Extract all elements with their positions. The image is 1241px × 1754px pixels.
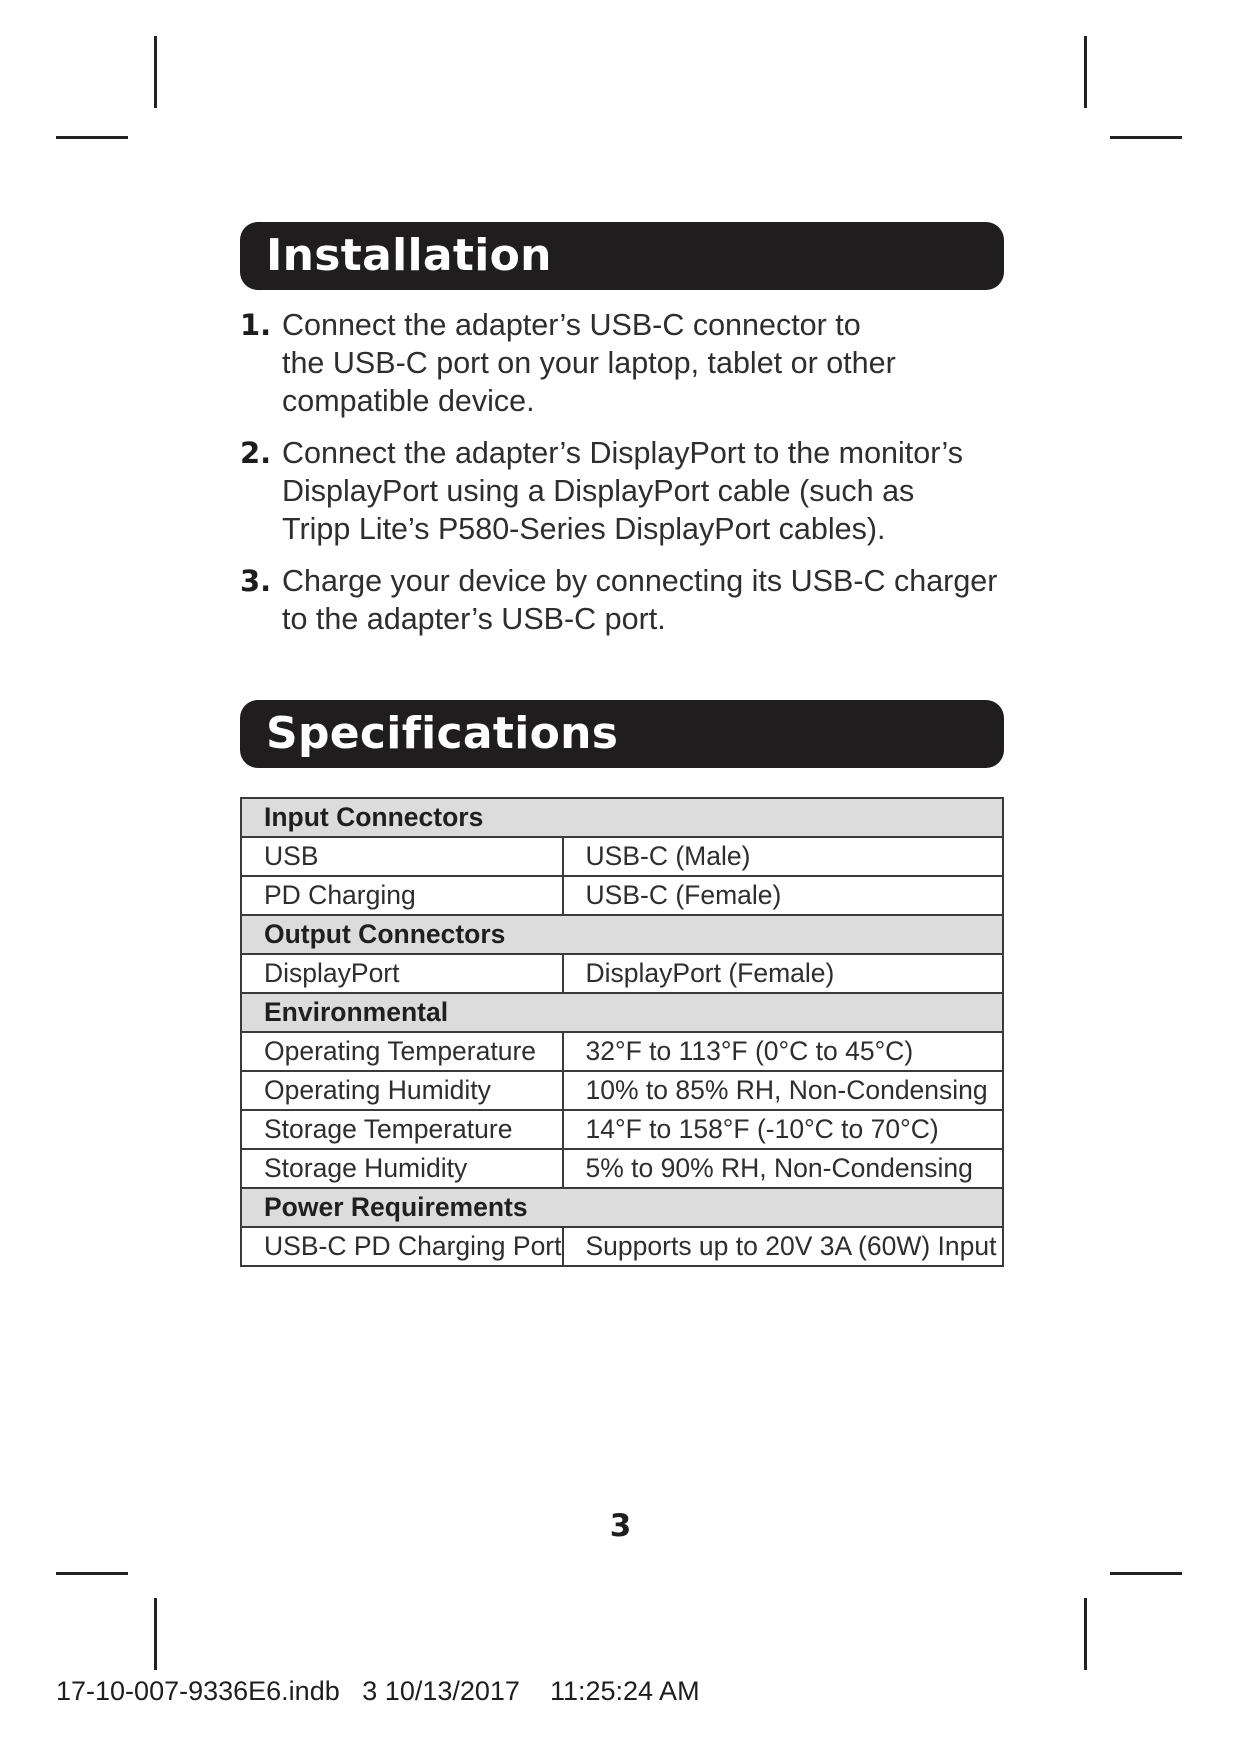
specifications-heading: Specifications <box>240 700 1004 768</box>
crop-mark-top-right-vertical <box>1084 36 1087 108</box>
crop-mark-top-left-vertical <box>154 36 157 108</box>
spec-label: Operating Temperature <box>241 1032 563 1071</box>
spec-value: DisplayPort (Female) <box>563 954 1004 993</box>
spec-label: DisplayPort <box>241 954 563 993</box>
spec-row <box>241 1227 1003 1266</box>
footer-file: 17-10-007-9336E6.indb <box>56 1676 340 1706</box>
spec-row <box>241 837 1003 876</box>
spec-value: 5% to 90% RH, Non-Condensing <box>563 1149 1004 1188</box>
crop-mark-top-right-horizontal <box>1110 136 1182 139</box>
installation-step-3 <box>240 562 1010 638</box>
spec-value: 32°F to 113°F (0°C to 45°C) <box>563 1032 1004 1071</box>
spec-label: USB-C PD Charging Port <box>241 1227 563 1266</box>
installation-step-2 <box>240 434 1010 548</box>
spec-label: Operating Humidity <box>241 1071 563 1110</box>
step-number: 3. <box>240 564 272 598</box>
step-text-line: Tripp Lite’s P580-Series DisplayPort cables). <box>282 512 886 546</box>
step-text-line: Connect the adapter’s USB-C connector to <box>282 308 861 342</box>
spec-group-heading: Power Requirements <box>241 1188 1003 1227</box>
crop-mark-bottom-left-horizontal <box>56 1572 128 1575</box>
step-text-line: the USB-C port on your laptop, tablet or other <box>282 346 896 380</box>
spec-group-row <box>241 1188 1003 1227</box>
footer-page: 3 <box>362 1676 378 1706</box>
crop-mark-bottom-right-vertical <box>1084 1598 1087 1670</box>
step-number: 1. <box>240 308 272 342</box>
spec-row <box>241 954 1003 993</box>
step-text-line: Connect the adapter’s DisplayPort to the monitor’s <box>282 436 963 470</box>
specifications-table <box>240 797 1004 1267</box>
spec-group-heading: Output Connectors <box>241 915 1003 954</box>
crop-mark-top-left-horizontal <box>56 136 128 139</box>
spec-row <box>241 876 1003 915</box>
spec-group-heading: Input Connectors <box>241 798 1003 837</box>
crop-mark-bottom-left-vertical <box>154 1598 157 1670</box>
spec-value: Supports up to 20V 3A (60W) Input <box>563 1227 1004 1266</box>
step-text-line: compatible device. <box>282 384 535 418</box>
crop-mark-bottom-right-horizontal <box>1110 1572 1182 1575</box>
spec-value: 10% to 85% RH, Non-Condensing <box>563 1071 1004 1110</box>
spec-row <box>241 1110 1003 1149</box>
spec-label: Storage Temperature <box>241 1110 563 1149</box>
step-text-line: to the adapter’s USB-C port. <box>282 602 666 636</box>
spec-row <box>241 1071 1003 1110</box>
installation-step-1 <box>240 306 1010 420</box>
print-footer <box>56 1676 700 1707</box>
page-number: 3 <box>609 1508 632 1544</box>
step-number: 2. <box>240 436 272 470</box>
spec-label: USB <box>241 837 563 876</box>
footer-date: 10/13/2017 <box>384 1676 520 1706</box>
spec-row <box>241 1149 1003 1188</box>
installation-steps <box>240 306 1010 652</box>
footer-time: 11:25:24 AM <box>549 1676 700 1706</box>
spec-group-row <box>241 798 1003 837</box>
spec-value: USB-C (Female) <box>563 876 1004 915</box>
step-text-line: DisplayPort using a DisplayPort cable (such as <box>282 474 915 508</box>
spec-group-row <box>241 993 1003 1032</box>
step-text-line: Charge your device by connecting its USB-C charger <box>282 564 998 598</box>
spec-row <box>241 1032 1003 1071</box>
spec-label: PD Charging <box>241 876 563 915</box>
spec-group-row <box>241 915 1003 954</box>
spec-group-heading: Environmental <box>241 993 1003 1032</box>
spec-label: Storage Humidity <box>241 1149 563 1188</box>
installation-heading: Installation <box>240 222 1004 290</box>
spec-value: USB-C (Male) <box>563 837 1004 876</box>
spec-value: 14°F to 158°F (-10°C to 70°C) <box>563 1110 1004 1149</box>
